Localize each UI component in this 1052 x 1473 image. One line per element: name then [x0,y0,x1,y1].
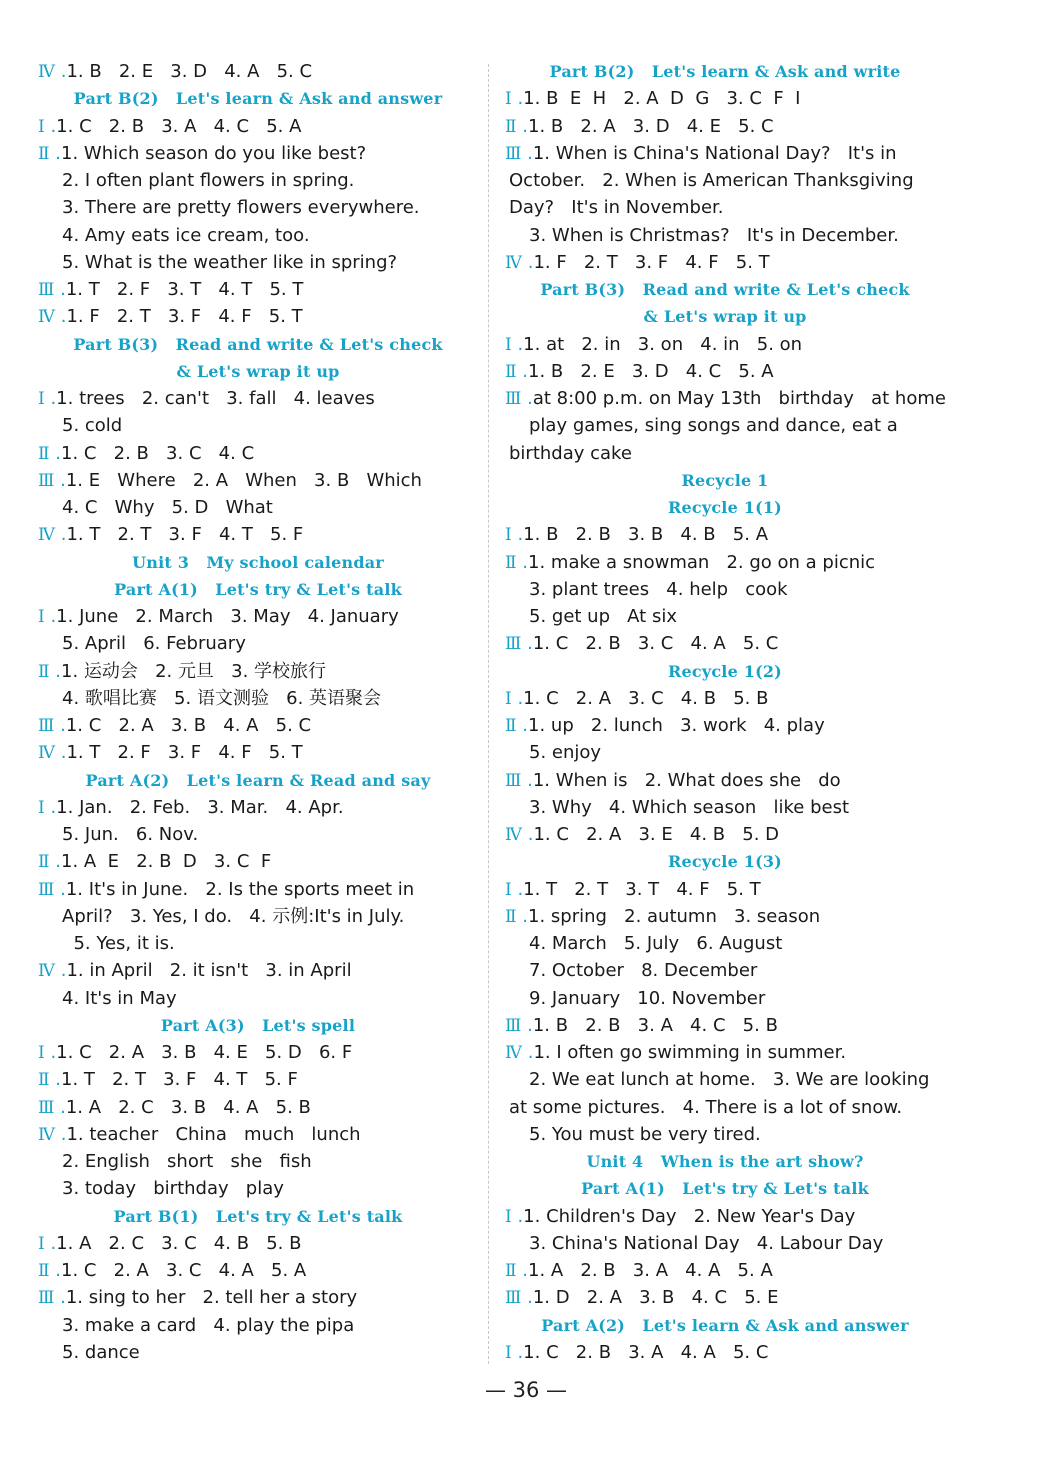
answer-continuation: 4. It's in May [62,987,177,1009]
answer-line [38,603,478,630]
numeral-separator: . [521,388,533,409]
answer-line [505,903,945,930]
answer-line [38,1039,478,1066]
section-heading: Part A(2) Let's learn & Read and say [85,770,431,790]
answer-text: 1. T 2. T 3. F 4. T 5. F [66,524,304,546]
numeral-separator: . [49,1260,62,1281]
answer-continuation: 2. We eat lunch at home. 3. We are looking [529,1069,930,1091]
numeral-separator: . [521,251,534,273]
numeral-separator: . [44,1042,57,1063]
answer-continuation: 7. October 8. December [529,960,758,982]
answer-line [38,276,478,303]
answer-line [38,1284,478,1311]
roman-numeral: Ⅲ [38,1097,55,1118]
answer-text: 1. It's in June. 2. Is the sports meet in [65,878,415,900]
answer-line [38,848,478,875]
numeral-separator: . [521,1287,533,1309]
numeral-separator: . [44,115,57,137]
numeral-separator: . [54,1287,66,1309]
numeral-separator: . [511,1205,524,1227]
answer-line [38,712,478,739]
answer-line [38,876,478,903]
roman-numeral: Ⅰ [38,1233,45,1254]
roman-numeral: Ⅲ [38,1288,55,1309]
answer-line [505,630,945,657]
answer-text: 1. sing to her 2. tell her a story [65,1287,358,1309]
answer-text: 1. up 2. lunch 3. work 4. play [528,715,825,736]
numeral-separator: . [511,1341,524,1363]
section-heading: Part B(2) Let's learn & Ask and write [549,62,901,81]
answer-text: 1. C 2. A 3. B 4. A 5. C [65,715,312,736]
numeral-separator: . [521,824,534,845]
answer-text: 1. Jan. 2. Feb. 3. Mar. 4. Apr. [56,796,344,818]
answer-line [38,1230,478,1257]
answer-continuation: 5. April 6. February [62,633,246,655]
answer-wrap-line: at some pictures. 4. There is a lot of snow. [509,1096,903,1118]
numeral-separator: . [44,796,57,818]
answer-line [505,1203,945,1230]
roman-numeral: Ⅱ [505,906,517,927]
answer-line [38,1066,478,1093]
section-heading: Unit 3 My school calendar [132,552,384,572]
roman-numeral: Ⅰ [505,334,512,355]
answer-continuation: 3. There are pretty flowers everywhere. [62,197,420,219]
answer-line [38,1094,478,1121]
answer-line [505,85,945,112]
answer-continuation: 3. make a card 4. play the pipa [62,1314,355,1336]
answer-text: at 8:00 p.m. on May 13th birthday at home [532,388,946,409]
answer-text: 1. C 2. B 3. C 4. A 5. C [532,633,779,655]
numeral-separator: . [511,878,524,900]
answer-text: 1. make a snowman 2. go on a picnic [528,551,876,573]
answer-text: 1. When is 2. What does she do [532,769,841,791]
roman-numeral: Ⅰ [505,525,512,546]
answer-text: 1. A E 2. B D 3. C F [61,851,272,873]
answer-line [505,549,945,576]
answer-continuation: 5. get up At six [529,606,677,627]
answer-continuation: 4. C Why 5. D What [62,497,273,518]
numeral-separator: . [516,360,529,382]
answer-line [38,467,478,494]
roman-numeral: Ⅰ [38,607,45,627]
numeral-separator: . [521,1014,533,1036]
answer-text: 1. C 2. A 3. B 4. E 5. D 6. F [56,1042,353,1063]
answer-continuation: 9. January 10. November [529,987,766,1009]
answer-line [505,712,945,739]
roman-numeral: Ⅱ [505,716,517,736]
answer-line [38,440,478,467]
answer-line [38,303,478,330]
numeral-separator: . [49,660,62,682]
numeral-separator: . [54,1123,67,1145]
answer-line [505,1012,945,1039]
roman-numeral: Ⅰ [38,797,45,818]
numeral-separator: . [54,1096,66,1118]
answer-line [505,876,945,903]
roman-numeral: Ⅲ [505,770,522,791]
roman-numeral: Ⅲ [505,389,522,409]
numeral-separator: . [54,306,67,328]
answer-line [505,685,945,712]
section-heading: & Let's wrap it up [176,361,340,381]
answer-continuation: 4. Amy eats ice cream, too. [62,224,310,246]
answer-text: 1. spring 2. autumn 3. season [528,905,821,927]
answer-text: 1. I often go swimming in summer. [533,1042,847,1063]
numeral-separator: . [54,469,66,491]
answer-continuation: 3. When is Christmas? It's in December. [529,224,899,246]
roman-numeral: Ⅳ [38,62,55,82]
answer-text: 1. C 2. B 3. C 4. C [61,442,255,464]
roman-numeral: Ⅳ [38,961,55,982]
numeral-separator: . [49,851,62,873]
answer-text: 1. F 2. T 3. F 4. F 5. T [66,306,303,328]
answer-continuation: 5. dance [62,1341,140,1363]
answer-text: 1. C 2. A 3. E 4. B 5. D [533,824,780,845]
answer-text: 1. B 2. E 3. D 4. C 5. A [528,360,774,382]
answer-text: 1. trees 2. can't 3. fall 4. leaves [56,388,375,409]
answer-text: 1. A 2. B 3. A 4. A 5. A [528,1260,773,1281]
answer-wrap-line: Day? It's in November. [509,197,724,219]
roman-numeral: Ⅱ [505,361,517,382]
section-heading: Part B(3) Read and write & Let's check [73,334,443,354]
roman-numeral: Ⅱ [505,1261,517,1281]
answer-wrap-line: birthday cake [509,442,632,464]
numeral-separator: . [44,1232,57,1254]
answer-continuation: 5. Yes, it is. [62,933,175,954]
numeral-separator: . [521,142,533,164]
answer-line [505,1339,945,1366]
numeral-separator: . [521,1042,534,1063]
answer-line [505,521,945,548]
section-heading: Recycle 1(1) [668,498,782,517]
numeral-separator: . [516,1260,529,1281]
roman-numeral: Ⅰ [505,1206,512,1227]
roman-numeral: Ⅰ [505,688,512,709]
roman-numeral: Ⅲ [38,716,55,736]
answer-text: 1. Which season do you like best? [61,142,367,164]
answer-continuation: 3. China's National Day 4. Labour Day [529,1232,884,1254]
answer-line [505,385,945,412]
roman-numeral: Ⅲ [505,634,522,655]
answer-line [505,1257,945,1284]
numeral-separator: . [54,61,67,82]
numeral-separator: . [44,606,57,627]
section-heading: Part B(3) Read and write & Let's check [540,280,910,299]
answer-continuation: 2. I often plant flowers in spring. [62,170,355,191]
answer-text: 1. at 2. in 3. on 4. in 5. on [523,333,803,355]
page-number: — 36 — [484,1378,568,1402]
numeral-separator: . [521,633,533,655]
numeral-separator: . [516,905,529,927]
answer-text: 1. 运动会 2. 元旦 3. 学校旅行 [61,660,327,682]
numeral-separator: . [521,769,533,791]
roman-numeral: Ⅳ [505,825,522,845]
answer-text: 1. D 2. A 3. B 4. C 5. E [532,1287,779,1309]
answer-text: 1. B 2. B 3. B 4. B 5. A [523,524,769,546]
answer-wrap-line: October. 2. When is American Thanksgiving [509,170,914,191]
answer-text: 1. B 2. A 3. D 4. E 5. C [528,115,774,137]
answer-text: 1. F 2. T 3. F 4. F 5. T [533,251,770,273]
answer-text: 1. T 2. T 3. F 4. T 5. F [61,1069,298,1091]
numeral-separator: . [511,524,524,546]
roman-numeral: Ⅳ [38,307,55,328]
numeral-separator: . [516,551,529,573]
answer-line [38,1121,478,1148]
answer-text: 1. E Where 2. A When 3. B Which [65,469,422,491]
answer-continuation: 3. plant trees 4. help cook [529,578,788,600]
left-answer-column [38,58,478,1366]
answer-text: 1. T 2. F 3. T 4. T 5. T [65,279,304,300]
answer-text: 1. C 2. B 3. A 4. A 5. C [523,1341,769,1363]
section-heading: Part B(1) Let's try & Let's talk [113,1206,403,1226]
roman-numeral: Ⅲ [505,1015,522,1036]
section-heading: Unit 4 When is the art show? [586,1152,864,1171]
numeral-separator: . [511,687,524,709]
answer-continuation: 5. You must be very tired. [529,1123,761,1145]
roman-numeral: Ⅳ [505,252,522,273]
answer-continuation: 4. 歌唱比赛 5. 语文测验 6. 英语聚会 [62,687,382,709]
answer-line [505,331,945,358]
answer-continuation: 5. enjoy [529,742,602,764]
answer-line [38,658,478,685]
roman-numeral: Ⅱ [38,661,50,682]
roman-numeral: Ⅰ [38,389,45,409]
answer-line [505,249,945,276]
roman-numeral: Ⅱ [38,143,50,164]
section-heading: Part A(2) Let's learn & Ask and answer [541,1315,909,1335]
right-answer-column [505,58,945,1366]
roman-numeral: Ⅲ [505,143,522,164]
answer-line [38,113,478,140]
answer-text: 1. C 2. A 3. C 4. A 5. A [61,1260,307,1281]
numeral-separator: . [44,388,57,409]
section-heading: Recycle 1 [681,470,769,490]
numeral-separator: . [54,279,66,300]
roman-numeral: Ⅰ [38,1043,45,1063]
answer-line [505,821,945,848]
numeral-separator: . [54,878,66,900]
answer-text: 1. C 2. B 3. A 4. C 5. A [56,115,302,137]
section-heading: Recycle 1(2) [668,661,782,681]
roman-numeral: Ⅲ [38,280,55,300]
answer-continuation: 3. today birthday play [62,1178,284,1200]
roman-numeral: Ⅳ [38,1124,55,1145]
numeral-separator: . [516,115,529,137]
answer-text: 1. teacher China much lunch [66,1123,361,1145]
section-heading: Part B(2) Let's learn & Ask and answer [73,89,443,109]
numeral-separator: . [54,742,67,764]
numeral-separator: . [54,960,67,982]
answer-line [505,767,945,794]
answer-text: 1. A 2. C 3. B 4. A 5. B [65,1096,311,1118]
answer-text: 1. B E H 2. A D G 3. C F I [523,88,801,110]
answer-line [38,140,478,167]
answer-continuation: 5. Jun. 6. Nov. [62,824,199,845]
roman-numeral: Ⅱ [38,1261,50,1281]
answer-text: 1. C 2. A 3. C 4. B 5. B [523,687,769,709]
answer-text: 1. B 2. B 3. A 4. C 5. B [532,1014,778,1036]
answer-continuation: 3. Why 4. Which season like best [529,796,850,818]
roman-numeral: Ⅱ [38,1070,50,1091]
answer-text: 1. in April 2. it isn't 3. in April [66,960,352,982]
numeral-separator: . [516,715,529,736]
answer-continuation: April? 3. Yes, I do. 4. 示例:It's in July. [62,905,405,927]
answer-text: 1. B 2. E 3. D 4. A 5. C [66,61,313,82]
answer-line [38,794,478,821]
answer-line [505,113,945,140]
answer-text: 1. June 2. March 3. May 4. January [56,606,399,627]
answer-line [38,385,478,412]
roman-numeral: Ⅰ [505,1342,512,1363]
roman-numeral: Ⅲ [505,1288,522,1309]
section-heading: & Let's wrap it up [643,307,807,327]
answer-line [505,358,945,385]
answer-line [505,140,945,167]
roman-numeral: Ⅰ [505,879,512,900]
numeral-separator: . [511,88,524,110]
roman-numeral: Ⅰ [38,116,45,137]
numeral-separator: . [54,524,67,546]
numeral-separator: . [49,442,62,464]
numeral-separator: . [511,333,524,355]
answer-line [505,1039,945,1066]
answer-continuation: 4. March 5. July 6. August [529,933,783,954]
roman-numeral: Ⅳ [38,743,55,764]
answer-line [38,1257,478,1284]
section-heading: Part A(1) Let's try & Let's talk [114,579,402,599]
roman-numeral: Ⅱ [38,852,50,873]
answer-continuation: 2. English short she fish [62,1151,312,1172]
section-heading: Part A(3) Let's spell [160,1015,356,1035]
answer-text: 1. T 2. F 3. F 4. F 5. T [66,742,303,764]
answer-text: 1. A 2. C 3. C 4. B 5. B [56,1232,302,1254]
section-heading: Part A(1) Let's try & Let's talk [581,1179,869,1199]
roman-numeral: Ⅲ [38,470,55,491]
numeral-separator: . [49,1069,62,1091]
roman-numeral: Ⅱ [505,116,517,137]
roman-numeral: Ⅰ [505,89,512,110]
answer-text: 1. Children's Day 2. New Year's Day [523,1205,856,1227]
answer-continuation: play games, sing songs and dance, eat a [529,415,898,437]
roman-numeral: Ⅳ [38,525,55,546]
roman-numeral: Ⅲ [38,879,55,900]
numeral-separator: . [54,715,66,736]
section-heading: Recycle 1(3) [668,852,782,872]
answer-continuation: 5. cold [62,415,123,437]
roman-numeral: Ⅱ [505,552,517,573]
answer-line [505,1284,945,1311]
answer-line [38,521,478,548]
column-divider [488,64,489,1364]
roman-numeral: Ⅱ [38,443,50,464]
answer-line [38,58,478,85]
roman-numeral: Ⅳ [505,1043,522,1063]
answer-text: 1. When is China's National Day? It's in [532,142,897,164]
answer-line [38,739,478,766]
answer-text: 1. T 2. T 3. T 4. F 5. T [523,878,761,900]
answer-continuation: 5. What is the weather like in spring? [62,251,398,273]
numeral-separator: . [49,142,62,164]
answer-line [38,957,478,984]
